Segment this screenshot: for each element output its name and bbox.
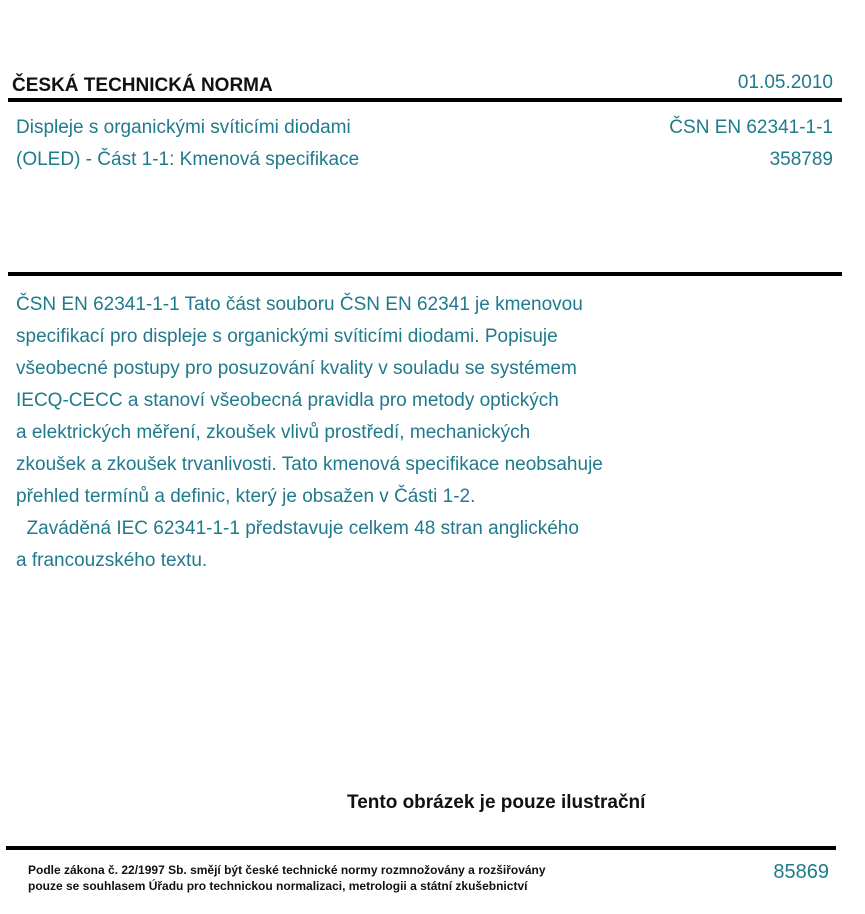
abstract-divider (8, 272, 842, 276)
illustration-notice: Tento obrázek je pouze ilustrační (347, 792, 646, 813)
header-divider (8, 98, 842, 102)
abstract-line: a francouzského textu. (16, 550, 208, 571)
copyright-line: pouze se souhlasem Úřadu pro technickou normalizaci, metrologii a státní zkušebnictví (28, 879, 528, 893)
abstract-line: Zaváděná IEC 62341-1-1 představuje celkem 48 stran anglického (16, 518, 579, 539)
document-number: 85869 (773, 861, 829, 883)
footer-divider (6, 846, 836, 850)
document-type-heading: ČESKÁ TECHNICKÁ NORMA (12, 75, 273, 96)
standard-title-line-1: Displeje s organickými svíticími diodami (16, 117, 351, 138)
standard-code: ČSN EN 62341-1-1 (669, 117, 833, 138)
abstract-line: a elektrických měření, zkoušek vlivů prostředí, mechanických (16, 422, 531, 443)
abstract-line: zkoušek a zkoušek trvanlivosti. Tato kmenová specifikace neobsahuje (16, 454, 603, 475)
abstract-line: přehled termínů a definic, který je obsažen v Části 1-2. (16, 486, 476, 507)
catalog-number: 358789 (769, 149, 833, 170)
abstract-line: všeobecné postupy pro posuzování kvality v souladu se systémem (16, 358, 577, 379)
copyright-line: Podle zákona č. 22/1997 Sb. smějí být české technické normy rozmnožovány a rozšiřovány (28, 863, 546, 877)
abstract-line: ČSN EN 62341-1-1 Tato část souboru ČSN EN 62341 je kmenovou (16, 294, 583, 315)
copyright-notice (28, 862, 546, 894)
publication-date: 01.05.2010 (737, 72, 833, 93)
standard-title-line-2: (OLED) - Část 1-1: Kmenová specifikace (16, 149, 360, 170)
abstract-line: specifikací pro displeje s organickými svíticími diodami. Popisuje (16, 326, 558, 347)
abstract (16, 289, 696, 577)
abstract-line: IECQ-CECC a stanoví všeobecná pravidla pro metody optických (16, 390, 559, 411)
